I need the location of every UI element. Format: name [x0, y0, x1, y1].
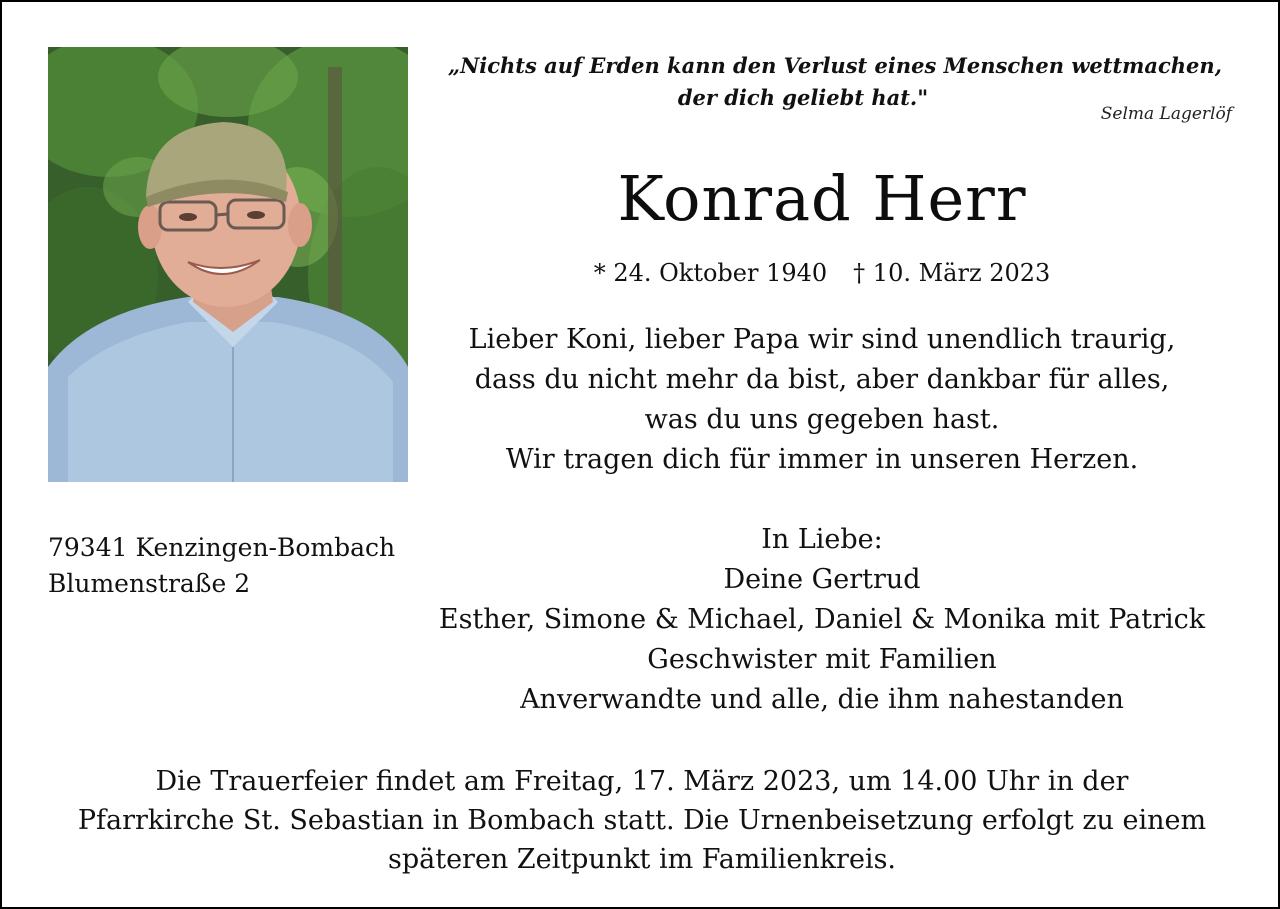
- mourner-line: Esther, Simone & Michael, Daniel & Monika mit Patrick: [438, 604, 1206, 635]
- mourner-line: Deine Gertrud: [723, 564, 921, 595]
- life-dates: [422, 256, 1222, 290]
- address-line-1: 79341 Kenzingen-Bombach: [48, 533, 396, 562]
- mourners: [412, 520, 1232, 720]
- ceremony-line: Pfarrkirche St. Sebastian in Bombach statt. Die Urnenbeisetzung erfolgt zu einem: [77, 805, 1207, 836]
- ceremony-info: [22, 762, 1262, 879]
- death-date: † 10. März 2023: [853, 259, 1051, 287]
- ceremony-line: späteren Zeitpunkt im Familienkreis.: [387, 844, 897, 875]
- portrait-photo: [48, 47, 408, 482]
- ceremony-line: Die Trauerfeier findet am Freitag, 17. März 2023, um 14.00 Uhr in der: [155, 766, 1129, 797]
- farewell-message: [422, 320, 1222, 480]
- address-line-2: Blumenstraße 2: [48, 569, 251, 598]
- address: [48, 530, 428, 602]
- birth-date: * 24. Oktober 1940: [593, 259, 828, 287]
- message-line: was du uns gegeben hast.: [644, 404, 1000, 435]
- deceased-name: Konrad Herr: [617, 162, 1027, 235]
- quote-line-2: der dich geliebt hat.": [677, 85, 929, 110]
- quote-line-1: „Nichts auf Erden kann den Verlust eines Menschen wettmachen,: [447, 53, 1222, 78]
- message-line: dass du nicht mehr da bist, aber dankbar für alles,: [474, 364, 1170, 395]
- message-line: Wir tragen dich für immer in unseren Herzen.: [505, 444, 1139, 475]
- quote-author: Selma Lagerlöf: [1100, 104, 1232, 124]
- mourner-line: Geschwister mit Familien: [647, 644, 997, 675]
- mourner-line: Anverwandte und alle, die ihm nahestanden: [520, 684, 1124, 715]
- message-line: Lieber Koni, lieber Papa wir sind unendlich traurig,: [468, 324, 1176, 355]
- mourners-intro: In Liebe:: [761, 524, 883, 555]
